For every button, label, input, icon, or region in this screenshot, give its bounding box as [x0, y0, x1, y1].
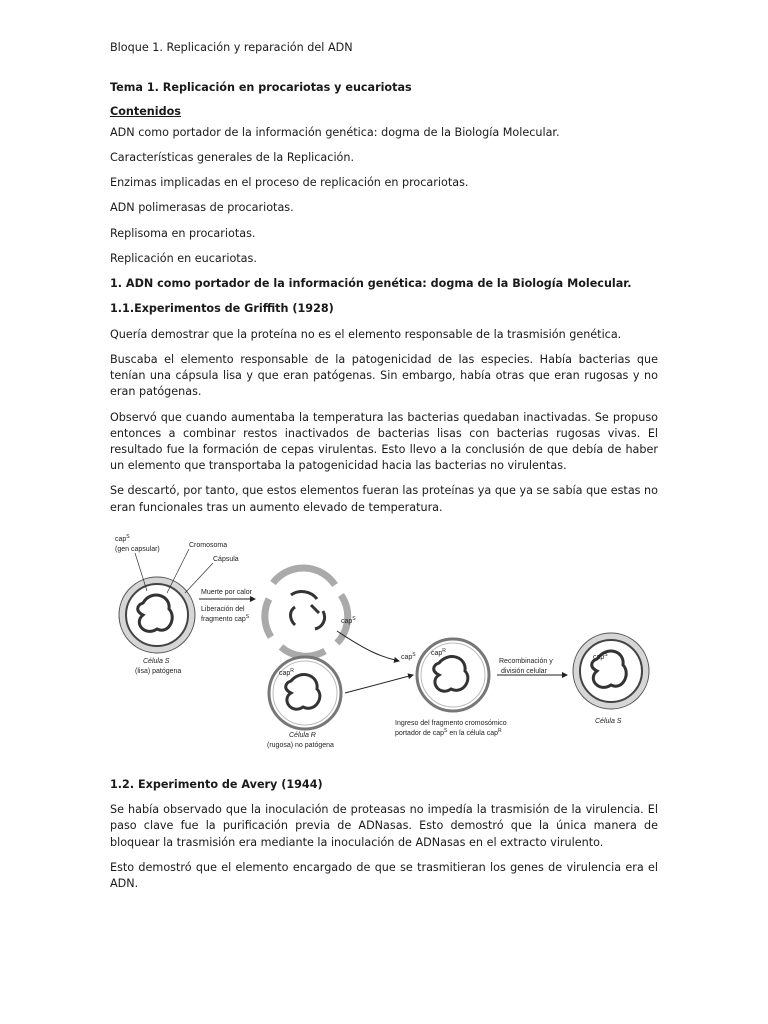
- svg-text:Célula S: Célula S: [595, 717, 622, 725]
- svg-text:capR: cap$^R$: [279, 667, 294, 677]
- contents-item: ADN polimerasas de procariotas.: [110, 201, 294, 215]
- contents-item: Enzimas implicadas en el proceso de replicación en procariotas.: [110, 176, 469, 190]
- contents-item: Replisoma en procariotas.: [110, 226, 256, 240]
- svg-text:portador de capS en la célula: portador de cap$^S$ en la célula cap$^R$: [395, 727, 502, 737]
- griffith-figure: [105, 525, 653, 755]
- contents-title: Contenidos: [110, 105, 181, 119]
- contents-item: Replicación en eucariotas.: [110, 251, 257, 265]
- svg-text:(gen capsular): (gen capsular): [115, 545, 160, 553]
- svg-text:Liberación del: Liberación del: [201, 605, 245, 613]
- svg-text:Célula R: Célula R: [289, 731, 316, 739]
- svg-text:capS: cap$^S$: [593, 651, 608, 661]
- cell-r: [269, 657, 341, 729]
- cell-heat-killed: [265, 568, 348, 656]
- section-1-2-title: 1.2. Experimento de Avery (1944): [110, 777, 323, 791]
- svg-text:Célula S: Célula S: [143, 657, 170, 665]
- contents-item: ADN como portador de la información genética: dogma de la Biología Molecular.: [110, 125, 560, 139]
- svg-text:capS: cap$^S$: [115, 533, 130, 543]
- paragraph: Quería demostrar que la proteína no es el elemento responsable de la trasmisión genética.: [110, 327, 622, 341]
- svg-text:(lisa) patógena: (lisa) patógena: [135, 667, 182, 675]
- paragraph: Observó que cuando aumentaba la temperatura las bacterias quedaban inactivadas. Se propuso entonces a combinar restos inactivados de bacterias lisas con bacterias rugosas vivas. El resultado fue la formación de cepas virulentas. Esto llevo a la conclusión de que debía de haber un elemento que transportaba la patogenicidad hacia las bacterias no virulentas.: [110, 410, 658, 473]
- paragraph: Se descartó, por tanto, que estos elementos fueran las proteínas ya que ya se sabía que estas no eran funcionales tras un aumento elevado de temperatura.: [110, 484, 658, 514]
- svg-text:fragmento capS: fragmento cap$^S$: [201, 613, 250, 623]
- document-header: Bloque 1. Replicación y reparación del ADN: [110, 41, 353, 54]
- svg-text:capS: cap$^S$: [341, 615, 356, 625]
- paragraph: Buscaba el elemento responsable de la patogenicidad de las especies. Había bacterias que tenían una cápsula lisa y que eran patógenas. Sin embargo, había otras que eran rugosas y no eran patógenas.: [110, 352, 658, 399]
- svg-text:división celular: división celular: [501, 667, 547, 675]
- svg-text:Ingreso del fragmento cromosóm: Ingreso del fragmento cromosómico: [395, 719, 507, 727]
- document-page: [110, 40, 658, 901]
- section-1-title: 1. ADN como portador de la información genética: dogma de la Biología Molecular.: [110, 277, 632, 291]
- section-1-1-title: 1.1.Experimentos de Griffith (1928): [110, 302, 334, 316]
- paragraph: Esto demostró que el elemento encargado de que se trasmitieran los genes de virulencia era el ADN.: [110, 860, 658, 891]
- svg-text:Cápsula: Cápsula: [213, 555, 239, 563]
- cell-s-final: [573, 633, 649, 709]
- topic-title: Tema 1. Replicación en procariotas y eucariotas: [110, 81, 412, 95]
- svg-text:capS: cap$^S$: [401, 651, 416, 661]
- contents-item: Características generales de la Replicación.: [110, 150, 355, 164]
- svg-text:(rugosa) no patógena: (rugosa) no patógena: [267, 741, 334, 749]
- svg-text:capR: cap$^R$: [431, 647, 446, 657]
- griffith-diagram: [105, 525, 653, 755]
- svg-text:Cromosoma: Cromosoma: [189, 541, 228, 549]
- cell-s-left: [119, 577, 195, 653]
- paragraph: Se había observado que la inoculación de proteasas no impedía la trasmisión de la virulencia. El paso clave fue la purificación previa de ADNasas. Esto demostró que la única manera de bloquear la trasmisión era mediante la inoculación de ADNasas en el extracto virulento.: [110, 803, 658, 849]
- cell-recombinant: [417, 639, 489, 711]
- svg-text:Recombinación y: Recombinación y: [499, 657, 553, 665]
- svg-text:Muerte por calor: Muerte por calor: [201, 588, 252, 596]
